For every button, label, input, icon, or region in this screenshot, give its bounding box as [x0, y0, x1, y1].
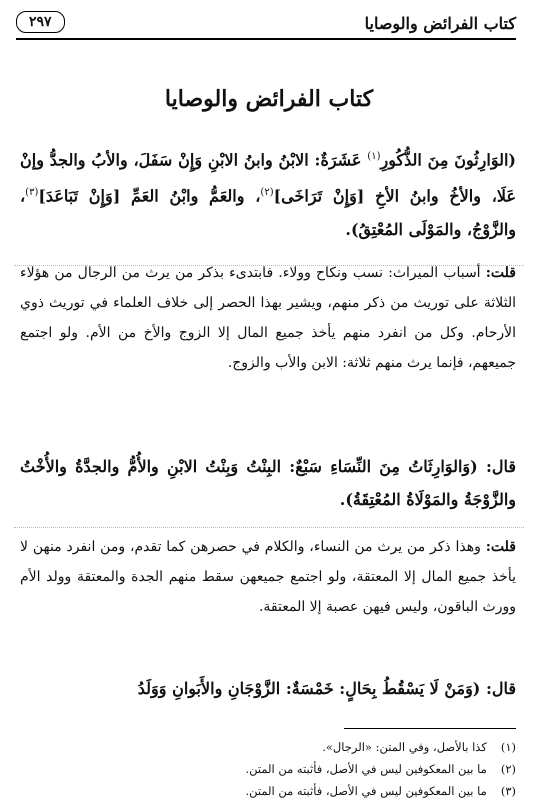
footnote-separator	[344, 728, 516, 729]
paragraph-lead: قال:	[485, 457, 516, 476]
footnote-item	[20, 758, 516, 780]
matn-paragraph-1	[20, 140, 516, 246]
footnote-item	[20, 780, 516, 802]
running-header	[16, 8, 516, 40]
matn-text-1b: عَشَرَةٌ: الابْنُ وابنُ الابْنِ وَإِنْ سَفَلَ، والأبُ والجدُّ وإنْ عَلَا، والأخُ وابنُ الأخِ [وَإِنْ تَرَاخَى]	[20, 150, 516, 206]
matn-paragraph-3	[20, 672, 516, 705]
footnote-number: (٣)	[500, 784, 516, 798]
footnote-mark-1: (١)	[367, 151, 381, 162]
chapter-title: كتاب الفرائض والوصايا	[164, 86, 374, 112]
matn-paragraph-2	[20, 450, 516, 516]
matn-text-1d: ، والزَّوْجُ، والمَوْلَى المُعْتِقُ).	[20, 186, 516, 239]
paragraph-text: (وَالوَارِثَاتُ مِنَ النِّسَاءِ سَبْعٌ: البِنْتُ وَبِنْتُ الابْنِ والأُمُّ والجدَّةُ والأُخْتُ والزَّوْجَةُ والمَوْلَاةُ المُعْتِقَةُ).	[20, 457, 516, 509]
paragraph-lead: قلت:	[485, 265, 516, 281]
sharh-paragraph-1	[20, 258, 516, 378]
matn-text-1c: ، والعَمُّ وابْنُ العَمِّ [وَإِنْ تَبَاعَدَ]	[38, 186, 261, 206]
paragraph-text: أسباب الميراث: نسب ونكاح وولاء. فابتدىء بذكر من يرث من الرجال من هؤلاء الثلاثة على توريث من ذكر منهم، ويشير بهذا الحصر إلى خلاف العلماء في توريث ذوي الأرحام. وكل من انفرد منهم يأخذ جميع المال إلا الزوج والأخ من الأم. ولو اجتمع جميعهم، فإنما يرث منهم ثلاثة: الابن والأب والزوج.	[20, 265, 516, 371]
paragraph-text: وهذا ذكر من يرث من النساء، والكلام في حصرهن كما تقدم، ومن انفرد منهن لا يأخذ جميع المال إلا المعتقة، ولو اجتمع جميعهن سقط منهم الجدة والمعتقة وولد الأم وورث الباقون، وليس فيهن عصبة إلا المعتقة.	[20, 539, 516, 615]
footnote-number: (٢)	[500, 762, 516, 776]
footnote-mark-2: (٢)	[260, 187, 274, 199]
footnote-number: (١)	[500, 740, 516, 754]
sharh-paragraph-2	[20, 532, 516, 622]
page-number: ٢٩٧	[16, 11, 65, 33]
footnote-item	[20, 736, 516, 758]
footnote-text: كذا بالأصل، وفي المتن: «الرجال».	[322, 740, 487, 754]
matn-text-1a: (الوَارِثُونَ مِنَ الذُّكُورِ	[380, 150, 516, 170]
footnotes	[20, 736, 516, 802]
running-title: كتاب الفرائض والوصايا	[364, 13, 516, 33]
paragraph-lead: قلت:	[485, 539, 516, 555]
paragraph-text: (وَمَنْ لَا يَسْقُطُ بِحَالٍ: خَمْسَةٌ: الزَّوْجَانِ والأَبَوانِ وَوَلَدُ	[137, 679, 486, 698]
paragraph-lead: قال:	[485, 679, 516, 698]
footnote-text: ما بين المعكوفين ليس في الأصل، فأثبته من المتن.	[245, 784, 487, 798]
footnote-text: ما بين المعكوفين ليس في الأصل، فأثبته من المتن.	[245, 762, 487, 776]
divider-line	[14, 527, 524, 528]
footnote-mark-3: (٣)	[25, 187, 39, 199]
